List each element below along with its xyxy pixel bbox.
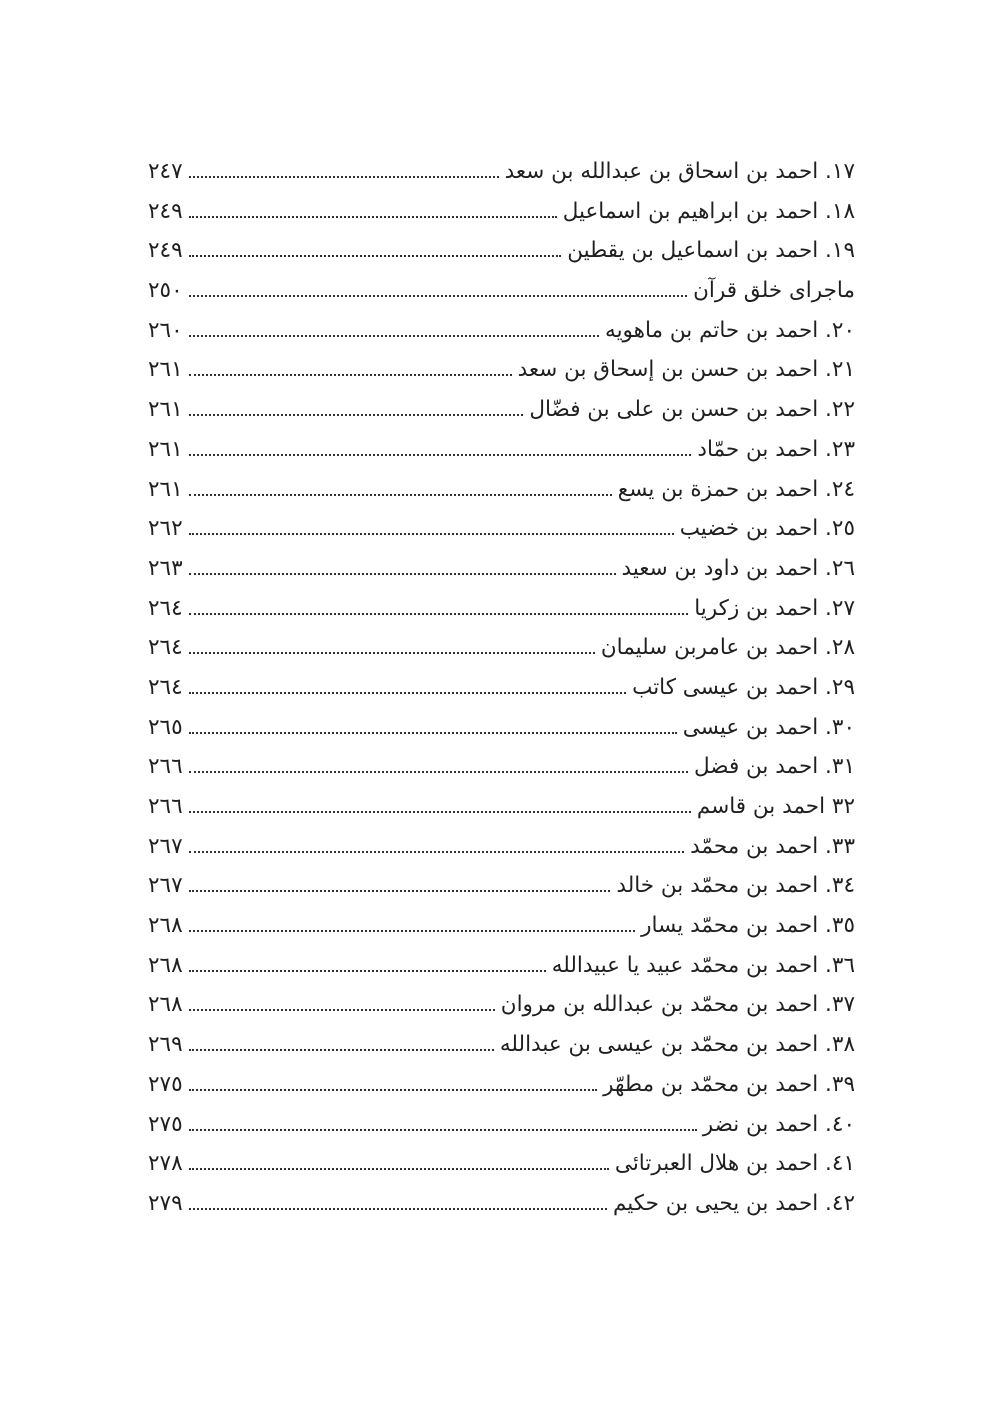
dot-leader: [189, 692, 626, 694]
entry-page: ٢٧٥: [148, 1111, 183, 1137]
dot-leader: [189, 1129, 697, 1131]
entry-page: ٢٤٩: [148, 238, 183, 264]
entry-label: ٢٩. احمد بن عيسی كاتب: [632, 674, 855, 700]
dot-leader: [189, 414, 524, 416]
entry-page: ٢٦٢: [148, 516, 183, 542]
dot-leader: [189, 176, 499, 178]
dot-leader: [189, 613, 689, 615]
entry-label: ٣٤. احمد بن محمّد بن خالد: [616, 873, 855, 899]
toc-entry: [148, 430, 855, 470]
dot-leader: [189, 533, 674, 535]
dot-leader: [189, 374, 512, 376]
entry-page: ٢٦٤: [148, 635, 183, 661]
toc-entry: [148, 1105, 855, 1145]
entry-label: ٢٨. احمد بن عامربن سليمان: [600, 635, 855, 661]
entry-page: ٢٦١: [148, 436, 183, 462]
entry-page: ٢٦٨: [148, 913, 183, 939]
dot-leader: [189, 1089, 598, 1091]
dot-leader: [189, 454, 692, 456]
toc-entry: [148, 1184, 855, 1224]
dot-leader: [189, 970, 546, 972]
dot-leader: [189, 1168, 609, 1170]
toc-entry: [148, 946, 855, 986]
dot-leader: [189, 295, 687, 297]
dot-leader: [189, 216, 557, 218]
toc-entry: [148, 350, 855, 390]
dot-leader: [189, 335, 599, 337]
toc-entry: [148, 628, 855, 668]
entry-page: ٢٦٦: [148, 794, 183, 819]
entry-label: ١٩. احمد بن اسماعيل بن يقطين: [567, 238, 855, 264]
entry-page: ٢٦٠: [148, 317, 183, 343]
dot-leader: [189, 494, 612, 496]
toc-entry: [148, 1025, 855, 1065]
entry-label: ٣٠. احمد بن عيسی: [682, 714, 855, 740]
entry-label: ٤٠. احمد بن نضر: [702, 1111, 855, 1137]
toc-entry: [148, 747, 855, 787]
entry-page: ٢٦٨: [148, 992, 183, 1018]
entry-label: ٣٨. احمد بن محمّد بن عيسی بن عبدالله: [499, 1032, 855, 1058]
dot-leader: [189, 255, 562, 257]
entry-label: ٤١. احمد بن هلال العبرتائی: [614, 1151, 855, 1177]
entry-label: ٣٣. احمد بن محمّد: [690, 833, 855, 859]
entry-label: ٢٦. احمد بن داود بن سعيد: [621, 555, 855, 581]
entry-page: ٢٤٩: [148, 198, 183, 224]
entry-label: ٣٢ احمد بن قاسم: [696, 794, 855, 819]
toc-entry: [148, 906, 855, 946]
dot-leader: [189, 1049, 494, 1051]
toc-list: [148, 152, 855, 1224]
toc-entry: [148, 866, 855, 906]
toc-entry: [148, 152, 855, 192]
entry-page: ٢٦١: [148, 397, 183, 423]
toc-entry: [148, 668, 855, 708]
entry-page: ٢٦٣: [148, 555, 183, 581]
toc-entry: [148, 1144, 855, 1184]
entry-page: ٢٦٨: [148, 952, 183, 978]
entry-label: ٣٦. احمد بن محمّد عبيد يا عبيدالله: [551, 952, 855, 978]
entry-page: ٢٦١: [148, 357, 183, 383]
entry-page: ٢٦٧: [148, 833, 183, 859]
dot-leader: [189, 652, 595, 654]
entry-page: ٢٦٤: [148, 674, 183, 700]
entry-page: ٢٦٩: [148, 1032, 183, 1058]
entry-label: ٢٣. احمد بن حمّاد: [697, 436, 855, 462]
entry-label: ١٨. احمد بن ابراهيم بن اسماعيل: [562, 198, 855, 224]
toc-entry: [148, 271, 855, 311]
toc-entry: [148, 390, 855, 430]
dot-leader: [189, 771, 688, 773]
entry-page: ٢٦٤: [148, 595, 183, 621]
dot-leader: [189, 890, 611, 892]
toc-entry: [148, 985, 855, 1025]
entry-label: ٢٥. احمد بن خضيب: [679, 516, 855, 542]
toc-entry: [148, 589, 855, 629]
entry-page: ٢٦١: [148, 476, 183, 502]
dot-leader: [189, 732, 677, 734]
toc-entry: [148, 708, 855, 748]
toc-entry: [148, 470, 855, 510]
entry-page: ٢٤٧: [148, 159, 183, 184]
toc-entry: [148, 231, 855, 271]
entry-page: ٢٥٠: [148, 278, 183, 304]
dot-leader: [189, 1208, 607, 1210]
entry-page: ٢٦٧: [148, 873, 183, 899]
entry-page: ٢٦٦: [148, 754, 183, 780]
entry-label: ٢٤. احمد بن حمزة بن يسع: [617, 476, 855, 502]
entry-page: ٢٦٥: [148, 714, 183, 740]
entry-label: ٣٩. احمد بن محمّد بن مطهّر: [603, 1071, 855, 1097]
entry-label: ٣٥. احمد بن محمّد يسار: [641, 913, 855, 939]
toc-entry: [148, 1065, 855, 1105]
dot-leader: [189, 930, 636, 932]
entry-label: ٢٧. احمد بن زكريا: [694, 595, 855, 621]
toc-entry: [148, 549, 855, 589]
toc-entry: [148, 787, 855, 827]
dot-leader: [189, 573, 616, 575]
entry-label: ٣٧. احمد بن محمّد بن عبدالله بن مروان: [500, 992, 855, 1018]
toc-entry: [148, 192, 855, 232]
toc-entry: [148, 509, 855, 549]
entry-label: ٢٠. احمد بن حاتم بن ماهويه: [605, 317, 855, 343]
entry-label: ١٧. احمد بن اسحاق بن عبدالله بن سعد: [504, 159, 855, 184]
dot-leader: [189, 851, 684, 853]
entry-label: ٣١. احمد بن فضل: [694, 754, 855, 780]
dot-leader: [189, 1009, 495, 1011]
entry-page: ٢٧٩: [148, 1190, 183, 1216]
entry-label: ٢١. احمد بن حسن بن إسحاق بن سعد: [517, 357, 855, 383]
entry-page: ٢٧٨: [148, 1151, 183, 1177]
entry-page: ٢٧٥: [148, 1071, 183, 1097]
toc-entry: [148, 311, 855, 351]
entry-label: ٢٢. احمد بن حسن بن علی بن فضّال: [529, 397, 855, 423]
entry-label: ٤٢. احمد بن يحيی بن حكيم: [612, 1190, 855, 1216]
toc-entry: [148, 827, 855, 867]
dot-leader: [189, 811, 691, 813]
entry-label: ماجرای خلق قرآن: [693, 278, 855, 304]
